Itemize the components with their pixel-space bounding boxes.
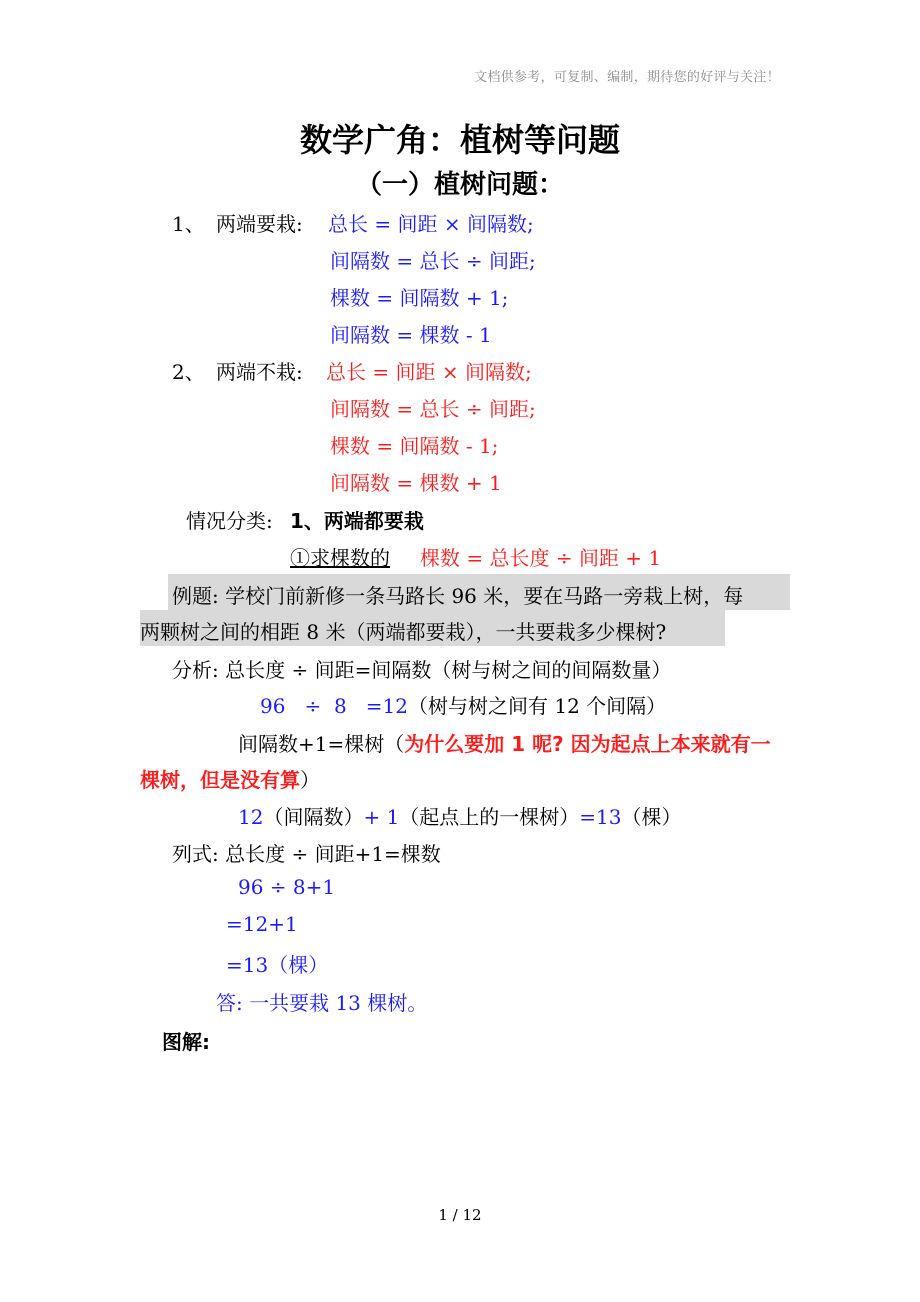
analysis-calc-note: （树与树之间有 12 个间隔） xyxy=(408,694,667,718)
analysis-line-5c: + 1 xyxy=(363,805,400,829)
analysis-line-3a: 间隔数+1=棵树（ xyxy=(238,732,405,756)
subcase-formula: 棵数 = 总长度 ÷ 间距 + 1 xyxy=(420,546,662,570)
solution-answer: 答: 一共要栽 13 棵树。 xyxy=(216,991,428,1015)
analysis-line-5b: （间隔数） xyxy=(263,805,364,829)
case2-formula-1: 总长 = 间距 × 间隔数; xyxy=(326,360,532,384)
analysis-line-4b: 棵树，但是没有算 xyxy=(140,768,300,792)
classification-value: 1、两端都要栽 xyxy=(290,509,424,533)
case2-formula-3: 棵数 = 间隔数 - 1; xyxy=(330,434,499,458)
analysis-line-4c: ） xyxy=(300,768,320,792)
analysis-calc: 96 ÷ 8 =12 xyxy=(260,694,408,718)
solution-step-2: =12+1 xyxy=(226,912,298,936)
analysis-line-5f: （棵） xyxy=(621,805,682,829)
header-note: 文档供参考，可复制、编制，期待您的好评与关注！ xyxy=(474,70,780,85)
case2-formula-2: 间隔数 = 总长 ÷ 间距; xyxy=(330,397,536,421)
case2-formula-4: 间隔数 = 棵数 + 1 xyxy=(330,471,502,495)
subcase-label: ①求棵数的 xyxy=(290,546,390,570)
example-line-2: 两颗树之间的相距 8 米（两端都要栽），一共要栽多少棵树? xyxy=(140,620,667,644)
page-number: 1 / 12 xyxy=(438,1206,482,1224)
solution-label: 列式: 总长度 ÷ 间距+1=棵数 xyxy=(172,842,441,866)
case1-label: 两端要栽: xyxy=(216,212,303,236)
case1-formula-1: 总长 = 间距 × 间隔数; xyxy=(328,212,534,236)
case2-label: 两端不栽: xyxy=(216,360,303,384)
diagram-label: 图解: xyxy=(162,1030,210,1054)
classification-label: 情况分类: xyxy=(186,509,273,533)
case1-number: 1、 xyxy=(172,212,205,236)
section-title: （一）植树问题： xyxy=(355,170,564,200)
analysis-line-5e: =13 xyxy=(579,805,622,829)
analysis-line-5d: （起点上的一棵树） xyxy=(399,805,580,829)
case1-formula-3: 棵数 = 间隔数 + 1; xyxy=(330,286,509,310)
solution-step-3: =13（棵） xyxy=(226,953,329,977)
page-title: 数学广角：植树等问题 xyxy=(299,121,620,159)
solution-step-1: 96 ÷ 8+1 xyxy=(238,875,336,899)
case2-number: 2、 xyxy=(172,360,205,384)
analysis-line-3b: 为什么要加 1 呢? 因为起点上本来就有一 xyxy=(404,732,771,756)
case1-formula-2: 间隔数 = 总长 ÷ 间距; xyxy=(330,249,536,273)
example-line-1: 例题: 学校门前新修一条马路长 96 米，要在马路一旁栽上树，每 xyxy=(172,584,744,608)
analysis-line-1: 分析: 总长度 ÷ 间距=间隔数（树与树之间的间隔数量） xyxy=(172,658,672,682)
analysis-line-5a: 12 xyxy=(238,805,264,829)
case1-formula-4: 间隔数 = 棵数 - 1 xyxy=(330,323,492,347)
